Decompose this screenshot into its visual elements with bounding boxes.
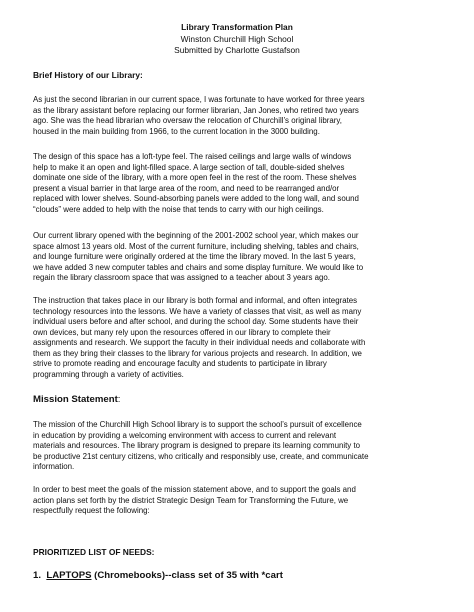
text-line: ago. She was the head librarian who oversaw the relocation of Churchill’s original library, [33, 116, 342, 126]
school-name: Winston Churchill High School [180, 33, 294, 44]
text-line: housed in the main building from 1966, to the current location in the 3000 building. [33, 126, 320, 136]
text-line: “clouds” were added to help with the noise that tends to carry with our high ceilings. [33, 204, 324, 214]
text-line: programming through a variety of activities. [33, 369, 184, 379]
item-name: LAPTOPS [46, 570, 92, 581]
mission-paragraph-1 [33, 420, 445, 473]
text-line: Our current library opened with the beginning of the 2001-2002 school year, which makes our [33, 231, 359, 240]
text-line: own devices, but many rely upon the resources offered in our library to complete their [33, 327, 331, 337]
document-title: Library Transformation Plan [181, 22, 293, 32]
text-line: information. [33, 462, 75, 472]
history-paragraph-2 [33, 152, 445, 215]
document-header [0, 22, 474, 57]
text-line: help to make it an open and light-filled space. A large section of tall, double-sided shelves [33, 162, 345, 172]
text-line: replaced with lower shelves. Sound-absorbing panels were added to the long wall, and sound [33, 194, 359, 204]
needs-item-1 [33, 570, 283, 581]
mission-heading-text: Mission Statement [33, 394, 118, 405]
mission-paragraph-2 [33, 485, 445, 517]
text-line: be productive 21st century citizens, who critically and responsibly use, create, and communicate [33, 451, 369, 461]
text-line: and lounge furniture were originally ordered at the time the library moved. In the last 5 years, [33, 252, 356, 262]
item-number: 1. [33, 570, 42, 581]
text-line: respectfully request the following: [33, 506, 150, 516]
text-line: In order to best meet the goals of the mission statement above, and to support the goals and [33, 485, 356, 494]
text-line: individual users before and after school, and during the school day. Some students have their [33, 317, 359, 327]
text-line: we have added 3 new computer tables and chairs and some display furniture. We would like to [33, 262, 364, 272]
text-line: dominate one side of the library, with a more open feel in the rest of the room. These shelves [33, 173, 357, 183]
text-line: regain the library classroom space that was assigned to a teacher about 3 years ago. [33, 273, 330, 283]
item-detail: (Chromebooks)--class set of 35 with *cart [91, 570, 283, 581]
text-line: materials and resources. The library program is designed to prepare its learning community to [33, 441, 361, 451]
text-line: strive to promote reading and encourage faculty and students to participate in library [33, 359, 327, 369]
history-paragraph-3 [33, 231, 445, 284]
text-line: The design of this space has a loft-type feel. The raised ceilings and large walls of windows [33, 152, 352, 161]
submitted-by: Submitted by Charlotte Gustafson [174, 45, 300, 56]
needs-heading: PRIORITIZED LIST OF NEEDS: [33, 547, 155, 557]
mission-heading [33, 394, 120, 405]
text-line: in education by providing a welcoming environment with access to current and relevant [33, 430, 337, 440]
text-line: assignments and research. We support the faculty in their individual needs and collaborate with [33, 338, 366, 348]
text-line: As just the second librarian in our current space, I was fortunate to have worked for three years [33, 95, 365, 104]
history-paragraph-4 [33, 296, 445, 380]
history-heading: Brief History of our Library: [33, 70, 143, 80]
text-line: action plans set forth by the district Strategic Design Team for Transforming the Future, we [33, 495, 349, 505]
text-line: The instruction that takes place in our library is both formal and informal, and often integrates [33, 296, 358, 305]
text-line: technology resources into the lessons. We have a variety of classes that visit, as well as many [33, 306, 362, 316]
text-line: them as they bring their classes to the library for various projects and research. In addition, we [33, 348, 362, 358]
text-line: The mission of the Churchill High School library is to support the school’s pursuit of excellence [33, 420, 362, 429]
history-paragraph-1 [33, 95, 445, 137]
text-line: present a visual barrier in that large area of the room, and need to be rearranged and/or [33, 183, 340, 193]
text-line: space almost 13 years old. Most of the current furniture, including shelving, tables and chairs, [33, 241, 359, 251]
text-line: as the library assistant before replacing our former librarian, Jan Jones, who retired two years [33, 105, 359, 115]
mission-heading-colon: : [117, 394, 121, 405]
